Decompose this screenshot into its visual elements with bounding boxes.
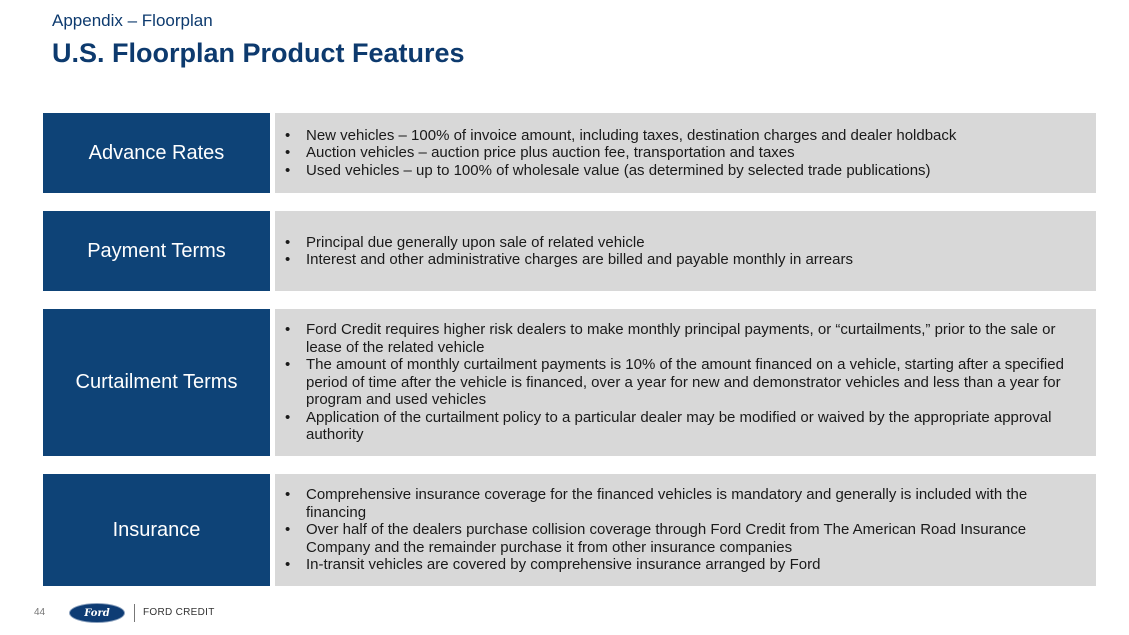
feature-label: Advance Rates bbox=[43, 113, 270, 193]
bullet-item: • Auction vehicles – auction price plus auction fee, transportation and taxes bbox=[306, 144, 956, 162]
bullet-item: • Application of the curtailment policy to a particular dealer may be modified or waived by the appropriate approval authority bbox=[306, 409, 1076, 444]
feature-label: Payment Terms bbox=[43, 211, 270, 291]
bullet-list bbox=[275, 127, 976, 180]
bullet-item: • Comprehensive insurance coverage for the financed vehicles is mandatory and generally is included with the financing bbox=[306, 486, 1076, 521]
bullet-item: • Over half of the dealers purchase collision coverage through Ford Credit from The American Road Insurance Company and the remainder purchase it from other insurance companies bbox=[306, 521, 1076, 556]
bullet-list bbox=[275, 321, 1096, 444]
section-subtitle: Appendix – Floorplan bbox=[52, 11, 213, 30]
bullet-item: • Ford Credit requires higher risk dealers to make monthly principal payments, or “curtailments,” prior to the sale or lease of the related vehicle bbox=[306, 321, 1076, 356]
feature-content bbox=[275, 211, 1096, 291]
feature-row-curtailment-terms bbox=[43, 309, 1096, 456]
feature-content bbox=[275, 474, 1096, 586]
feature-row-payment-terms bbox=[43, 211, 1096, 291]
page-title: U.S. Floorplan Product Features bbox=[52, 38, 465, 68]
feature-label: Curtailment Terms bbox=[43, 309, 270, 456]
feature-label: Insurance bbox=[43, 474, 270, 586]
feature-row-advance-rates bbox=[43, 113, 1096, 193]
brand-text: FORD CREDIT bbox=[143, 607, 215, 618]
page-number: 44 bbox=[34, 607, 46, 618]
feature-content bbox=[275, 309, 1096, 456]
ford-logo: Ford bbox=[69, 603, 125, 623]
bullet-item: • New vehicles – 100% of invoice amount, including taxes, destination charges and dealer holdback bbox=[306, 127, 956, 145]
feature-content bbox=[275, 113, 1096, 193]
bullet-item: • Interest and other administrative charges are billed and payable monthly in arrears bbox=[306, 251, 853, 269]
footer-divider bbox=[134, 604, 135, 622]
bullet-list bbox=[275, 234, 873, 269]
bullet-item: • Used vehicles – up to 100% of wholesale value (as determined by selected trade publications) bbox=[306, 162, 956, 180]
feature-row-insurance bbox=[43, 474, 1096, 586]
bullet-item: • Principal due generally upon sale of related vehicle bbox=[306, 234, 853, 252]
bullet-list bbox=[275, 486, 1096, 574]
bullet-item: • In-transit vehicles are covered by comprehensive insurance arranged by Ford bbox=[306, 556, 1076, 574]
bullet-item: • The amount of monthly curtailment payments is 10% of the amount financed on a vehicle, starting after a specified period of time after the vehicle is financed, over a year for new and demonstrator vehicles and less than a year for program and used vehicles bbox=[306, 356, 1076, 409]
